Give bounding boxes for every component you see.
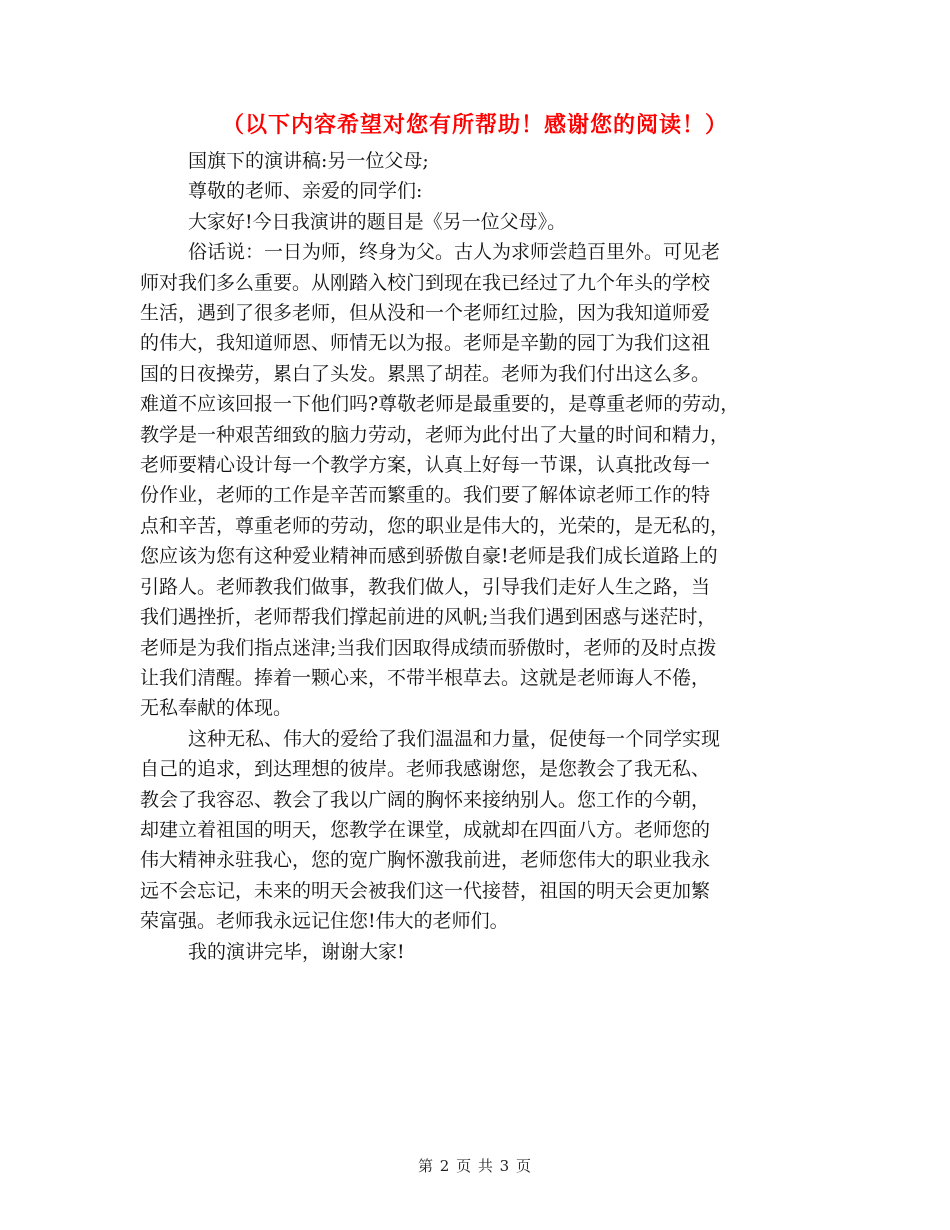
text-line: 点和辛苦，尊重老师的劳动，您的职业是伟大的，光荣的，是无私的， bbox=[140, 514, 730, 537]
text-line: 尊敬的老师、亲爱的同学们: bbox=[188, 180, 423, 203]
text-line: 师对我们多么重要。从刚踏入校门到现在我已经过了九个年头的学校 bbox=[140, 271, 711, 294]
text-line: 老师是为我们指点迷津;当我们因取得成绩而骄傲时，老师的及时点拨 bbox=[140, 636, 717, 659]
text-line: 引路人。老师教我们做事，教我们做人，引导我们走好人生之路，当 bbox=[140, 575, 711, 598]
page-footer: 第 2 页 共 3 页 bbox=[418, 1157, 532, 1175]
text-line: 这种无私、伟大的爱给了我们温温和力量，促使每一个同学实现 bbox=[188, 727, 721, 750]
text-line: 的伟大，我知道师恩、师情无以为报。老师是辛勤的园丁为我们这祖 bbox=[140, 332, 711, 355]
text-line: 老师要精心设计每一个教学方案，认真上好每一节课，认真批改每一 bbox=[140, 454, 711, 477]
text-line: 教会了我容忍、教会了我以广阔的胸怀来接纳别人。您工作的今朝， bbox=[140, 788, 711, 811]
text-line: 份作业，老师的工作是辛苦而繁重的。我们要了解体谅老师工作的特 bbox=[140, 484, 711, 507]
text-line: 教学是一种艰苦细致的脑力劳动，老师为此付出了大量的时间和精力， bbox=[140, 423, 730, 446]
text-line: 伟大精神永驻我心，您的宽广胸怀激我前进，老师您伟大的职业我永 bbox=[140, 849, 711, 872]
text-line: 大家好!今日我演讲的题目是《另一位父母》。 bbox=[188, 210, 567, 233]
text-line: 荣富强。老师我永远记住您!伟大的老师们。 bbox=[140, 910, 509, 933]
text-line: 无私奉献的体现。 bbox=[140, 697, 293, 720]
text-line: 国的日夜操劳，累白了头发。累黑了胡茬。老师为我们付出这么多。 bbox=[140, 362, 711, 385]
text-line: 让我们清醒。捧着一颗心来，不带半根草去。这就是老师诲人不倦， bbox=[140, 666, 711, 689]
text-line: 我们遇挫折，老师帮我们撑起前进的风帆;当我们遇到困惑与迷茫时， bbox=[140, 606, 717, 629]
text-line: 却建立着祖国的明天，您教学在课堂，成就却在四面八方。老师您的 bbox=[140, 818, 711, 841]
text-line: 自己的追求，到达理想的彼岸。老师我感谢您，是您教会了我无私、 bbox=[140, 758, 711, 781]
text-line: 国旗下的演讲稿:另一位父母; bbox=[188, 150, 429, 172]
text-line: 您应该为您有这种爱业精神而感到骄傲自豪!老师是我们成长道路上的 bbox=[140, 545, 718, 568]
text-line: 难道不应该回报一下他们吗?尊敬老师是最重要的，是尊重老师的劳动， bbox=[140, 393, 740, 416]
speech-body bbox=[140, 146, 816, 967]
text-line: 生活，遇到了很多老师，但从没和一个老师红过脸，因为我知道师爱 bbox=[140, 302, 711, 325]
text-line: 俗话说：一日为师，终身为父。古人为求师尝趋百里外。可见老 bbox=[188, 241, 721, 264]
text-line: 远不会忘记，未来的明天会被我们这一代接替，祖国的明天会更加繁 bbox=[140, 879, 711, 902]
text-line: 我的演讲完毕，谢谢大家! bbox=[188, 940, 405, 963]
header-banner: （以下内容希望对您有所帮助！感谢您的阅读！） bbox=[221, 113, 728, 138]
